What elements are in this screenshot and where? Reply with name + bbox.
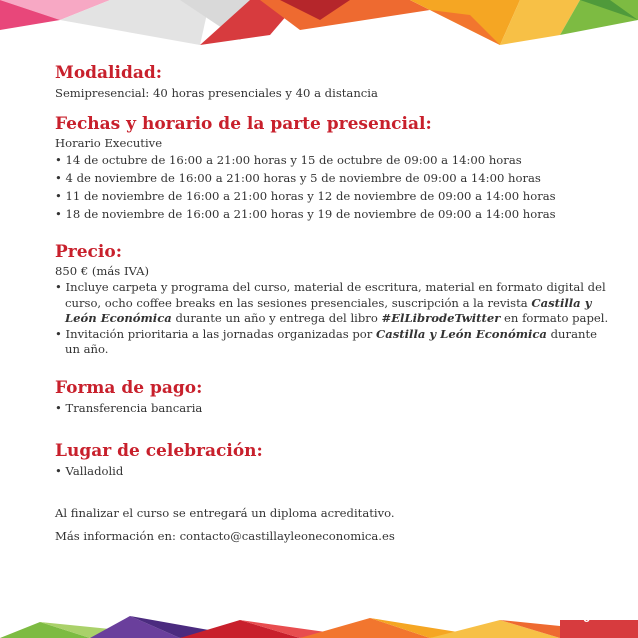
precio-invitation-text: • Invitación prioritaria a las jornadas organizadas por — [55, 326, 377, 341]
lugar-item: • Valladolid — [55, 463, 124, 478]
fechas-item: • 4 de noviembre de 16:00 a 21:00 horas y 5 de noviembre de 09:00 a 14:00 horas — [55, 171, 541, 185]
precio-includes-text: • Incluye carpeta y programa del curso, material de escritura, material en formato digital del curso, ocho coffee breaks en las sesiones presenciales, suscripción a la revista — [55, 280, 606, 310]
fechas-item: • 14 de octubre de 16:00 a 21:00 horas y 15 de octubre de 09:00 a 14:00 horas — [55, 153, 522, 167]
modalidad-heading: Modalidad: — [55, 63, 163, 83]
precio-includes-text: en formato papel. — [500, 311, 609, 325]
lugar-heading: Lugar de celebración: — [55, 440, 263, 461]
fechas-section — [55, 113, 615, 223]
contact-info: Más información en: contacto@castillayleoneconomica.es — [55, 528, 395, 543]
top-decorative-band — [0, 0, 638, 50]
modalidad-text: Semipresencial: 40 horas presenciales y 40 a distancia — [55, 86, 378, 100]
precio-includes — [55, 280, 615, 327]
fechas-subtitle: Horario Executive — [55, 136, 163, 150]
lugar-section — [55, 440, 615, 480]
fechas-heading: Fechas y horario de la parte presencial: — [55, 114, 432, 134]
course-info — [55, 62, 615, 548]
magazine-name: Castilla y León Económica — [65, 295, 592, 325]
pago-item: • Transferencia bancaria — [55, 400, 203, 415]
fechas-item: • 11 de noviembre de 16:00 a 21:00 horas y 12 de noviembre de 09:00 a 14:00 horas — [55, 189, 556, 203]
page-number: 6 — [583, 614, 590, 625]
bottom-decorative-band — [0, 612, 638, 638]
magazine-name: Castilla y León Económica — [376, 326, 547, 341]
precio-invitation-text: durante un año. — [65, 326, 597, 356]
modalidad-section — [55, 62, 615, 102]
precio-heading: Precio: — [55, 242, 122, 262]
pago-heading: Forma de pago: — [55, 377, 203, 398]
precio-section — [55, 241, 615, 358]
pago-section — [55, 377, 615, 417]
precio-includes-text: durante un año y entrega del libro — [171, 311, 382, 325]
book-title: #ElLibrodeTwitter — [381, 311, 501, 325]
precio-amount: 850 € (más IVA) — [55, 264, 150, 278]
diploma-note: Al finalizar el curso se entregará un diploma acreditativo. — [55, 505, 395, 520]
footer-notes — [55, 502, 615, 548]
precio-invitation — [55, 327, 615, 358]
fechas-item: • 18 de noviembre de 16:00 a 21:00 horas y 19 de noviembre de 09:00 a 14:00 horas — [55, 207, 556, 221]
